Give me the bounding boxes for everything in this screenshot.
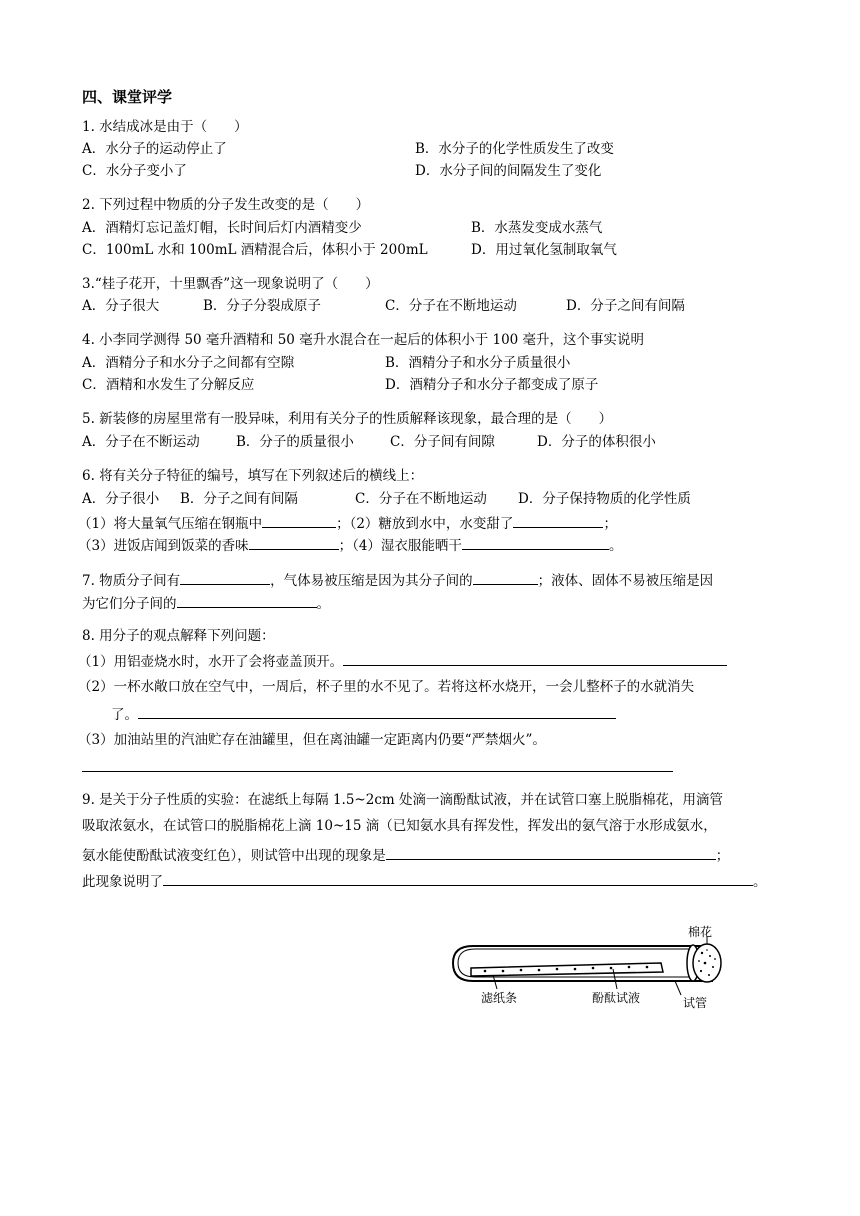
- q8-answer-line[interactable]: [82, 757, 673, 777]
- q1-option-d: D．水分子间的间隔发生了变化: [415, 163, 602, 179]
- q8-sub-2-cont: [111, 704, 616, 724]
- q6-s3-text: （3）进饭店闻到饭菜的香味: [78, 538, 249, 554]
- q5-option-d: D．分子的体积很小: [537, 434, 656, 450]
- q7-p5: 。: [316, 596, 330, 612]
- q1-option-b: B．水分子的化学性质发生了改变: [415, 141, 614, 157]
- q9-blank-1[interactable]: [386, 845, 716, 860]
- q9-l3-text: 氨水能使酚酞试液变红色），则试管中出现的现象是: [82, 848, 386, 864]
- q1-stem: 1. 水结成冰是由于（ ）: [82, 119, 248, 135]
- q8-stem: 8. 用分子的观点解释下列问题：: [82, 628, 275, 644]
- q6-blank-3[interactable]: [249, 535, 339, 550]
- label-phenolphthalein: 酚酞试液: [592, 991, 641, 1005]
- q9-l3-semicolon: ；: [715, 848, 730, 864]
- q4-stem: 4. 小李同学测得 50 毫升酒精和 50 毫升水混合在一起后的体积小于 100 毫升，这个事实说明: [82, 332, 645, 348]
- q6-semicolon: ；: [603, 516, 617, 532]
- q7-p4: 为它们分子间的: [82, 596, 177, 612]
- q5-option-b: B．分子的质量很小: [236, 434, 354, 450]
- label-test-tube: 试管: [683, 996, 708, 1010]
- q6-option-b: B．分子之间有间隔: [180, 491, 298, 507]
- q5-option-a: A．分子在不断运动: [82, 434, 200, 450]
- q6-s4-text: ；（4）湿衣服能晒干: [338, 538, 462, 554]
- q6-sentence-1: [78, 513, 617, 533]
- q2-stem: 2. 下列过程中物质的分子发生改变的是（ ）: [82, 197, 370, 213]
- q2-option-c: C．100mL 水和 100mL 酒精混合后，体积小于 200mL: [82, 242, 428, 258]
- q9-line-2: 吸取浓氨水，在试管口的脱脂棉花上滴 10~15 滴（已知氨水具有挥发性，挥发出的氨气溶于水形成氨水，: [82, 818, 717, 834]
- q4-option-a: A．酒精分子和水分子之间都有空隙: [82, 355, 295, 371]
- q6-period: 。: [608, 538, 623, 554]
- q6-s1-text: （1）将大量氧气压缩在钢瓶中: [78, 516, 263, 532]
- q6-option-a: A．分子很小: [82, 491, 160, 507]
- q6-blank-4[interactable]: [462, 535, 609, 550]
- q7-blank-2[interactable]: [473, 570, 538, 585]
- q7-blank-1[interactable]: [180, 570, 270, 585]
- q9-line-4: [82, 871, 767, 891]
- q6-option-d: D．分子保持物质的化学性质: [518, 491, 691, 507]
- q8-s1-text: （1）用铝壶烧水时，水开了会将壶盖顶开。: [78, 654, 344, 670]
- q3-option-c: C．分子在不断地运动: [385, 298, 517, 314]
- q3-stem: 3.“桂子花开，十里飘香”这一现象说明了（ ）: [82, 276, 379, 292]
- filter-paper-strip: [471, 963, 663, 976]
- q9-line-3: [82, 845, 729, 865]
- q8-sub-3: （3）加油站里的汽油贮存在油罐里，但在离油罐一定距离内仍要“严禁烟火”。: [78, 732, 546, 748]
- q9-blank-2[interactable]: [163, 871, 753, 886]
- q8-blank-2[interactable]: [138, 704, 616, 719]
- q6-blank-2[interactable]: [513, 513, 603, 528]
- q3-option-a: A．分子很大: [82, 298, 160, 314]
- q6-stem: 6. 将有关分子特征的编号，填写在下列叙述后的横线上：: [82, 468, 424, 484]
- q6-sentence-2: [78, 535, 622, 555]
- q3-option-b: B．分子分裂成原子: [203, 298, 321, 314]
- q7-p2: ，气体易被压缩是因为其分子间的: [270, 573, 473, 589]
- q4-option-d: D．酒精分子和水分子都变成了原子: [385, 377, 599, 393]
- label-cotton: 棉花: [688, 925, 713, 939]
- leader-test-tube: [675, 981, 681, 995]
- q9-line-1: 9. 是关于分子性质的实验：在滤纸上每隔 1.5~2cm 处滴一滴酚酞试液，并在试管口塞上脱脂棉花，用滴管: [82, 792, 723, 808]
- label-filter-paper: 滤纸条: [481, 991, 518, 1005]
- q2-option-a: A．酒精灯忘记盖灯帽，长时间后灯内酒精变少: [82, 220, 362, 236]
- q8-sub-1: [78, 651, 727, 671]
- q8-blank-3[interactable]: [82, 757, 673, 772]
- q7-line-1: [82, 570, 713, 590]
- q1-option-a: A．水分子的运动停止了: [82, 141, 227, 157]
- q8-s2b-text: 了。: [111, 707, 138, 723]
- q6-blank-1[interactable]: [262, 513, 336, 528]
- q9-l4-text: 此现象说明了: [82, 874, 163, 890]
- q6-option-c: C．分子在不断地运动: [355, 491, 487, 507]
- q8-blank-1[interactable]: [343, 651, 727, 666]
- q4-option-b: B．酒精分子和水分子质量很小: [385, 355, 571, 371]
- q5-stem: 5. 新装修的房屋里常有一股异味，利用有关分子的性质解释该现象，最合理的是（ ）: [82, 411, 613, 427]
- q7-p1: 7. 物质分子间有: [82, 573, 181, 589]
- q2-option-b: B．水蒸发变成水蒸气: [471, 220, 603, 236]
- q3-option-d: D．分子之间有间隔: [566, 298, 685, 314]
- q7-p3: ；液体、固体不易被压缩是因: [537, 573, 714, 589]
- q1-option-c: C．水分子变小了: [82, 163, 187, 179]
- q5-option-c: C．分子间有间隙: [390, 434, 495, 450]
- q8-sub-2: （2）一杯水敞口放在空气中，一周后，杯子里的水不见了。若将这杯水烧开，一会儿整杯子的水就消失: [78, 679, 695, 695]
- q6-s2-text: ；（2）糖放到水中，水变甜了: [336, 516, 514, 532]
- q9-l4-period: 。: [753, 874, 767, 890]
- q7-line-2: [82, 593, 330, 613]
- q2-option-d: D．用过氧化氢制取氧气: [471, 242, 617, 258]
- section-title: 四、课堂评学: [82, 88, 173, 106]
- q7-blank-3[interactable]: [177, 593, 317, 608]
- q4-option-c: C．酒精和水发生了分解反应: [82, 377, 255, 393]
